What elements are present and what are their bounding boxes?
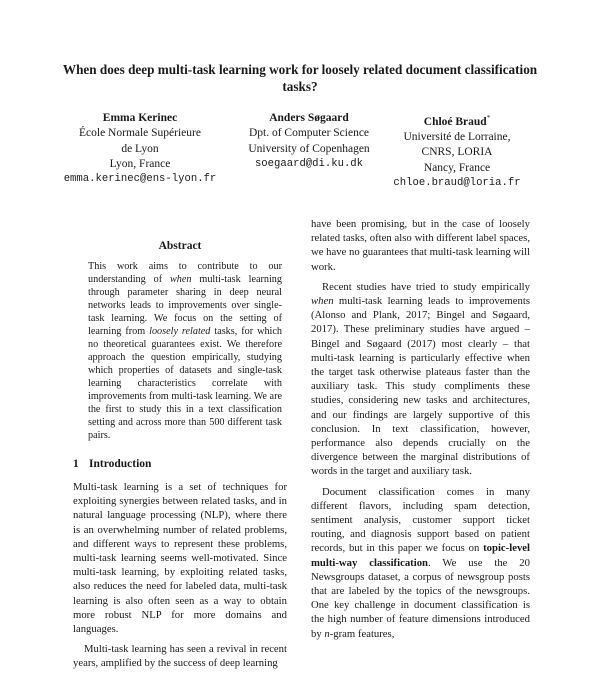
author-location: Lyon, France <box>109 157 171 170</box>
section-heading <box>73 458 287 470</box>
author-affiliation: Dpt. of Computer Science <box>248 127 370 140</box>
body-paragraph: Multi-task learning has seen a revival in recent years, amplified by the success of deep learning <box>73 643 287 670</box>
author-footnote-mark: * <box>486 114 491 122</box>
author-block <box>236 111 382 172</box>
body-paragraph: Document classification comes in many different flavors, including spam detection, sentiment analysis, customer support ticket routing, and diagnosis support based on patient records, but in this paper we focus on topic-level multi-way classification. We use the 20 Newsgroups dataset, a corpus of newsgroup posts that are labeled by the topics of the newsgroups. One key challenge in document classification is the high number of feature dimensions introduced by n-gram features, <box>311 485 530 640</box>
author-email: emma.kerinec@ens-lyon.fr <box>63 173 217 186</box>
author-location: Nancy, France <box>423 161 491 174</box>
abstract-text: This work aims to contribute to our understanding of when multi-task learning through parameter sharing in deep neural networks leads to improvements over single-task learning. We focus on the setting of learning from loosely related tasks, for which no theoretical guarantees exist. We therefore approach the question empirically, studying which properties of datasets and single-task learning characteristics correlate with improvements from multi-task learning. We are the first to study this in a text classification setting and across more than 500 different task pairs. <box>88 261 282 441</box>
right-column <box>311 217 530 647</box>
left-column <box>73 240 287 677</box>
abstract-heading: Abstract <box>158 240 202 252</box>
author-name: Anders Søgaard <box>269 112 349 124</box>
author-affiliation: de Lyon <box>121 142 159 155</box>
author-affiliation: CNRS, LORIA <box>421 146 493 159</box>
author-affiliation: École Normale Supérieure <box>79 127 201 140</box>
body-paragraph: Multi-task learning is a set of techniques for exploiting synergies between related tasks, and in natural language processing (NLP), where there is an overwhelming number of related problems, and different ways to represent these problems, multi-task learning seems well-motivated. Since multi-task learning, by exploiting related tasks, also reduces the need for labeled data, multi-task learning is also often seen as a way to obtain more robust NLP for more domains and languages. <box>73 481 287 636</box>
section-number: 1 <box>73 458 79 470</box>
author-block <box>382 111 532 191</box>
author-name: Chloé Braud <box>423 115 487 128</box>
author-email: soegaard@di.ku.dk <box>254 157 364 170</box>
author-email: chloe.braud@loria.fr <box>393 177 521 190</box>
author-block <box>8 111 272 187</box>
author-name-line <box>382 111 532 130</box>
author-affiliation: University of Copenhagen <box>248 142 370 155</box>
body-paragraph: Recent studies have tried to study empirically when multi-task learning leads to improvements (Alonso and Plank, 2017; Bingel and Søgaard, 2017). These preliminary studies have argued – Bingel and Søgaard (2017) most clearly – that multi-task learning is particularly effective when the target task otherwise plateaus faster than the auxiliary task. This study compliments these studies, considering new tasks and architectures, and our findings are largely supportive of this conclusion. In text classification, however, performance also depends crucially on the divergence between the marginal distributions of words in the target and auxiliary task. <box>311 280 530 478</box>
paper-title: When does deep multi-task learning work for loosely related document classification tasks? <box>62 62 538 94</box>
author-name: Emma Kerinec <box>102 112 178 124</box>
body-paragraph: have been promising, but in the case of loosely related tasks, often also with different label spaces, we have no guarantees that multi-task learning will work. <box>311 218 530 273</box>
section-title: Introduction <box>89 458 152 470</box>
author-affiliation: Université de Lorraine, <box>403 131 511 144</box>
